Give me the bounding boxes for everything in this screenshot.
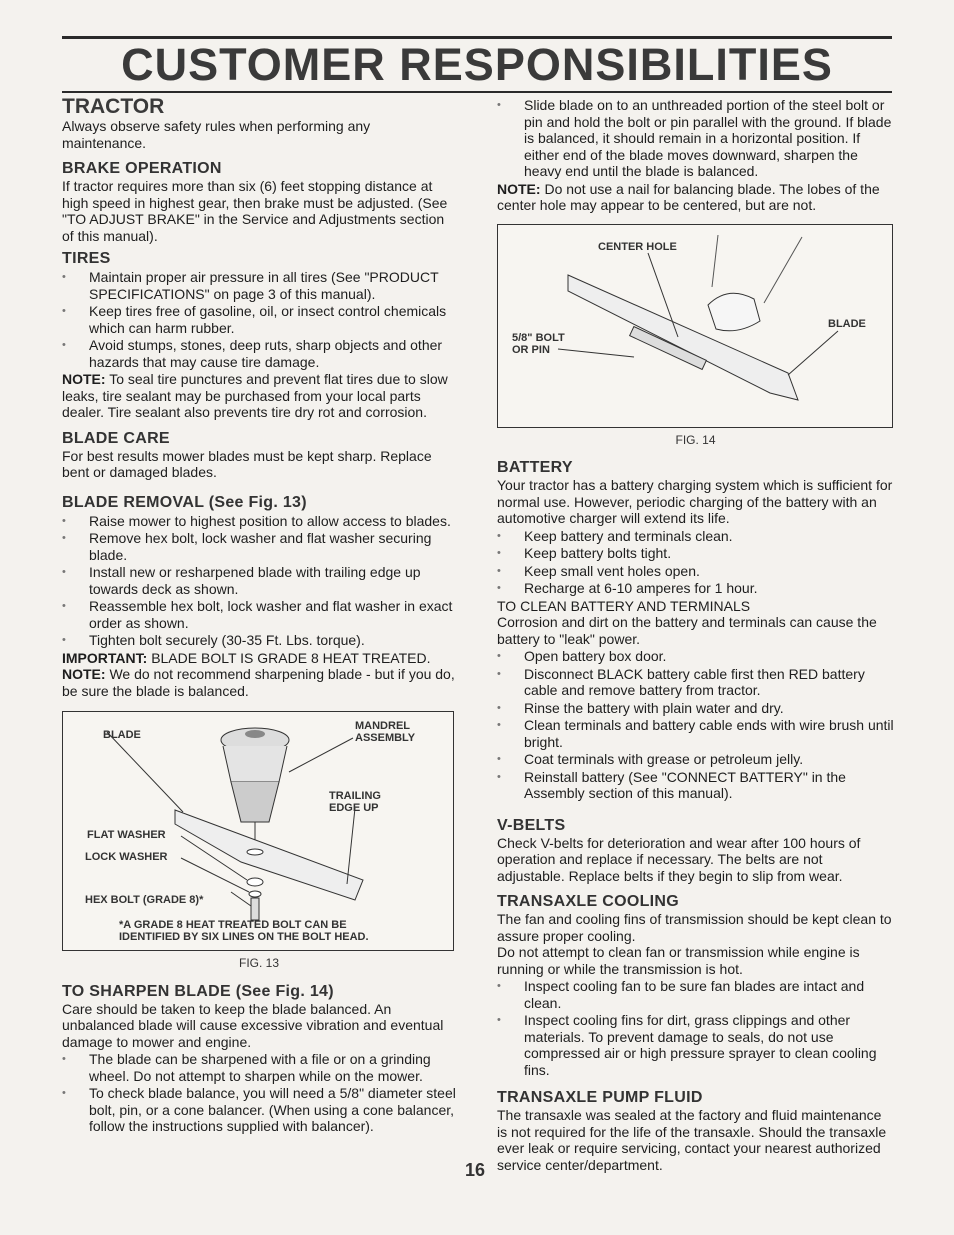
clean-list <box>497 648 894 802</box>
list-item: • The blade can be sharpened with a file or on a grinding wheel. Do not attempt to sharpen while on the mower. <box>62 1051 456 1084</box>
list-item: • Recharge at 6-10 amperes for 1 hour. <box>497 580 894 597</box>
list-item: • Raise mower to highest position to allow access to blades. <box>62 513 456 530</box>
pump-heading: TRANSAXLE PUMP FLUID <box>497 1089 703 1106</box>
fig13-label-trailing: TRAILING <box>329 790 381 802</box>
tractor-text: Always observe safety rules when performing any maintenance. <box>62 118 371 151</box>
fig13-label-edge-up: EDGE UP <box>329 802 379 814</box>
fig14-label-blade: BLADE <box>828 317 866 330</box>
tires-note <box>62 371 456 421</box>
brake-heading: BRAKE OPERATION <box>62 160 222 177</box>
important-note <box>62 650 456 667</box>
sharpen-text: Care should be taken to keep the blade balanced. An unbalanced blade will cause excessive vibration and eventual damage to mower and engine. <box>62 1000 444 1050</box>
tires-list <box>62 269 456 370</box>
left-column <box>62 96 456 1136</box>
list-item: • Reinstall battery (See "CONNECT BATTERY" in the Assembly section of this manual). <box>497 769 894 802</box>
blade-care-heading: BLADE CARE <box>62 429 170 447</box>
list-item: • Keep battery and terminals clean. <box>497 528 894 545</box>
fig13-label-hex-bolt: HEX BOLT (GRADE 8)* <box>85 894 204 906</box>
fig13-label-lock-washer: LOCK WASHER <box>85 851 168 863</box>
battery-heading: BATTERY <box>497 459 573 476</box>
fig13-label-flat-washer: FLAT WASHER <box>87 829 166 841</box>
balance-list <box>497 97 894 180</box>
blade-removal-list <box>62 513 456 649</box>
fig13-footnote-2: IDENTIFIED BY SIX LINES ON THE BOLT HEAD. <box>119 931 369 943</box>
blade-note <box>62 666 456 699</box>
battery-list <box>497 528 894 597</box>
list-item: • Maintain proper air pressure in all tires (See "PRODUCT SPECIFICATIONS" on page 3 of this manual). <box>62 269 456 302</box>
fig14-label-center-hole: CENTER HOLE <box>598 240 677 253</box>
clean-text: Corrosion and dirt on the battery and terminals can cause the battery to "leak" power. <box>497 614 877 647</box>
important-text: BLADE BOLT IS GRADE 8 HEAT TREATED. <box>151 649 431 666</box>
note-text: We do not recommend sharpening blade - but if you do, be sure the blade is balanced. <box>62 666 455 699</box>
fig13-label-mandrel: MANDREL <box>355 720 410 732</box>
list-item: • Disconnect BLACK battery cable first then RED battery cable and remove battery from tractor. <box>497 666 894 699</box>
list-item: • Clean terminals and battery cable ends with wire brush until bright. <box>497 717 894 750</box>
figure-14 <box>497 224 893 428</box>
tires-heading: TIRES <box>62 250 111 267</box>
blade-removal-heading: BLADE REMOVAL (See Fig. 13) <box>62 493 307 511</box>
list-item: • Open battery box door. <box>497 648 894 665</box>
tractor-heading: TRACTOR <box>62 95 165 118</box>
pump-text: The transaxle was sealed at the factory and fluid maintenance is not required for the life of the transaxle. Should the transaxle ever leak or require servicing, contact your nearest authorized service center/department. <box>497 1107 887 1173</box>
list-item: • Inspect cooling fins for dirt, grass clippings and other materials. To prevent damage to seals, do not use compressed air or high pressure sprayer to clean cooling fins. <box>497 1012 894 1078</box>
fig13-label-assembly: ASSEMBLY <box>355 732 416 744</box>
list-item: • Keep tires free of gasoline, oil, or insect control chemicals which can harm rubber. <box>62 303 456 336</box>
right-column <box>497 96 894 1173</box>
fig13-label-blade: BLADE <box>103 729 141 741</box>
list-item: • Coat terminals with grease or petroleum jelly. <box>497 751 894 768</box>
list-item: • Remove hex bolt, lock washer and flat washer securing blade. <box>62 530 456 563</box>
blade-care-text: For best results mower blades must be kept sharp. Replace bent or damaged blades. <box>62 447 432 480</box>
sharpen-list <box>62 1051 456 1135</box>
list-item: • Reassemble hex bolt, lock washer and flat washer in exact order as shown. <box>62 598 456 631</box>
title-underline <box>62 91 892 93</box>
list-item: • Inspect cooling fan to be sure fan blades are intact and clean. <box>497 978 894 1011</box>
fig13-footnote-1: *A GRADE 8 HEAT TREATED BOLT CAN BE <box>119 919 347 931</box>
list-item: • Slide blade on to an unthreaded portion of the steel bolt or pin and hold the bolt or pin parallel with the ground. If blade is balanced, it should remain in a horizontal position. If either end of the blade moves downward, sharpen the heavy end until the blade is balanced. <box>497 97 894 180</box>
list-item: • Keep battery bolts tight. <box>497 545 894 562</box>
note-text: Do not use a nail for balancing blade. The lobes of the center hole may appear to be centered, but are not. <box>497 180 880 213</box>
sharpen-heading: TO SHARPEN BLADE (See Fig. 14) <box>62 982 334 1000</box>
fig13-caption: FIG. 13 <box>238 956 279 970</box>
page-title: CUSTOMER RESPONSIBILITIES <box>121 39 833 90</box>
brake-text: If tractor requires more than six (6) feet stopping distance at high speed in highest gear, then brake must be adjusted. (See "TO ADJUST BRAKE" in the Service and Adjustments section of this manual). <box>62 178 448 244</box>
important-label: IMPORTANT: <box>62 649 148 666</box>
fig14-caption: FIG. 14 <box>675 432 716 447</box>
battery-text: Your tractor has a battery charging system which is sufficient for normal use. However, periodic charging of the battery with an automotive charger will extend its life. <box>497 477 893 526</box>
list-item: • To check blade balance, you will need a 5/8" diameter steel bolt, pin, or a cone balancer. (When using a cone balancer, follow the instructions supplied with balancer). <box>62 1085 456 1135</box>
list-item: • Avoid stumps, stones, deep ruts, sharp objects and other hazards that may cause tire damage. <box>62 337 456 370</box>
list-item: • Tighten bolt securely (30-35 Ft. Lbs. torque). <box>62 632 456 649</box>
note-text: To seal tire punctures and prevent flat tires due to slow leaks, tire sealant may be purchased from your local parts dealer. Tire sealant also prevents tire dry rot and corrosion. <box>62 371 448 420</box>
balance-note <box>497 181 894 214</box>
note-label: NOTE: <box>62 371 106 387</box>
clean-heading: TO CLEAN BATTERY AND TERMINALS <box>497 597 751 614</box>
note-label: NOTE: <box>497 180 541 197</box>
page-number: 16 <box>465 1160 486 1180</box>
figure-13 <box>62 711 454 951</box>
note-label: NOTE: <box>62 666 106 682</box>
fig14-label-or-pin: OR PIN <box>512 343 550 356</box>
fig14-label-bolt: 5/8" BOLT <box>512 331 565 344</box>
cooling-list <box>497 978 894 1078</box>
list-item: • Install new or resharpened blade with trailing edge up towards deck as shown. <box>62 564 456 597</box>
vbelts-text: Check V-belts for deterioration and wear after 100 hours of operation and replace if necessary. The belts are not adjustable. Replace belts if they begin to slip from wear. <box>497 834 861 884</box>
cooling-text-2: Do not attempt to clean fan or transmission while engine is running or while the transmission is hot. <box>497 944 860 977</box>
cooling-heading: TRANSAXLE COOLING <box>497 893 679 910</box>
list-item: • Rinse the battery with plain water and dry. <box>497 700 894 717</box>
vbelts-heading: V-BELTS <box>497 816 566 834</box>
cooling-text-1: The fan and cooling fins of transmission should be kept clean to assure proper cooling. <box>497 911 892 944</box>
list-item: • Keep small vent holes open. <box>497 563 894 580</box>
